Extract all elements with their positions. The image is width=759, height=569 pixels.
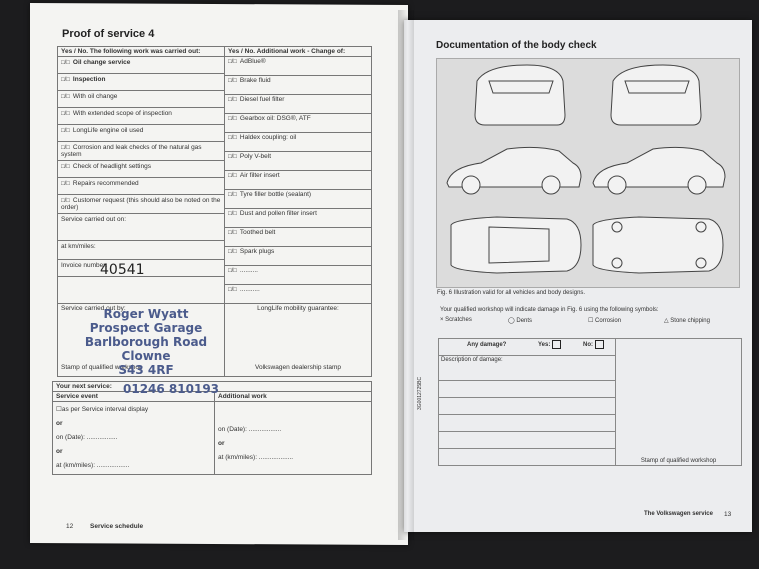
carried-out-by-label: Service carried out by: (61, 305, 126, 312)
service-event-label: Service event (53, 392, 215, 402)
longlife-label: LongLife mobility guarantee: (257, 305, 339, 312)
left-field-at-km: at km/miles: (58, 241, 224, 260)
garage-stamp (82, 307, 210, 377)
left-item[interactable]: □/□ Inspection (58, 74, 224, 91)
left-page-number: 12 (66, 523, 74, 530)
description-line[interactable] (439, 432, 616, 449)
stamp-line: Barlborough Road (84, 335, 208, 349)
longlife-cell (225, 304, 372, 377)
additional-work-cell[interactable]: on (Date): .................. or at (km/miles): ................... (215, 402, 372, 475)
right-item[interactable]: □/□ Spark plugs (225, 247, 372, 266)
proof-of-service-title: Proof of service 4 (62, 28, 155, 40)
stamp-line: Roger Wyatt (103, 307, 189, 321)
symbol-stone-chipping: △ Stone chipping (664, 318, 710, 324)
right-item[interactable]: □/□ Toothed belt (225, 228, 372, 247)
left-item[interactable]: □/□ Oil change service (58, 57, 224, 74)
additional-work-label: Additional work (215, 392, 372, 402)
left-item[interactable]: □/□ LongLife engine oil used (58, 125, 224, 142)
right-item[interactable]: □/□ Poly V-belt (225, 152, 372, 171)
next-service-cell: Your next service: 01246 810193 (53, 382, 372, 392)
damage-table (438, 338, 742, 466)
symbol-scratches: × Scratches (440, 317, 472, 323)
right-item[interactable]: □/□ Haldex coupling: oil (225, 133, 372, 152)
right-item[interactable]: □/□ Dust and pollen filter insert (225, 209, 372, 228)
right-item[interactable]: □/□ Diesel fuel filter (225, 95, 372, 114)
description-line[interactable] (439, 415, 616, 432)
km-handwritten: 40541 (100, 262, 145, 278)
head-right: Yes / No. Additional work - Change of: (225, 47, 372, 57)
right-item[interactable]: □/□ .......... (225, 266, 372, 285)
figure-caption: Fig. 6 Illustration valid for all vehicles and body designs. (437, 290, 586, 296)
description-line[interactable] (439, 398, 616, 415)
head-left: Yes / No. The following work was carried out: (58, 47, 225, 57)
stamp-line: Prospect Garage (89, 321, 203, 335)
stamp-qualified-label: Stamp of qualified workshop (61, 364, 143, 371)
description-line[interactable] (439, 381, 616, 398)
checkbox-icon[interactable]: ☐ (56, 406, 62, 413)
stamp-line: S43 4RF (118, 363, 174, 377)
right-item[interactable]: □/□ Air filter insert (225, 171, 372, 190)
right-item[interactable]: □/□ Gearbox oil: DSG®, ATF (225, 114, 372, 133)
symbol-corrosion: ☐ Corrosion (588, 318, 622, 324)
car-diagram (436, 58, 740, 288)
any-damage-cell: Any damage? Yes: No: (439, 339, 616, 356)
left-field-invoice: Invoice number: (58, 260, 224, 277)
stamp-line: Clowne (121, 349, 171, 363)
damage-instruction: Your qualified workshop will indicate damage in Fig. 6 using the following symbols: (440, 307, 659, 313)
symbol-dents: ◯ Dents (508, 318, 533, 324)
workshop-stamp-label: Stamp of qualified workshop (640, 458, 717, 464)
workshop-stamp-cell (616, 339, 742, 466)
left-item[interactable]: □/□ With extended scope of inspection (58, 108, 224, 125)
left-items (58, 57, 224, 277)
next-service-table (52, 381, 372, 475)
right-item[interactable]: □/□ ........... (225, 285, 372, 304)
side-code: 3G0012725BC (417, 376, 423, 410)
body-check-title: Documentation of the body check (436, 40, 597, 51)
left-item[interactable]: □/□ Customer request (this should also be noted on the order) (58, 195, 224, 214)
dealership-stamp-label: Volkswagen dealership stamp (255, 364, 341, 371)
left-field-service-carried-out-on: Service carried out on: (58, 214, 224, 241)
right-page-number: 13 (724, 511, 732, 518)
left-item[interactable]: □/□ Corrosion and leak checks of the natural gas system (58, 142, 224, 161)
left-item[interactable]: □/□ With oil change (58, 91, 224, 108)
right-footer: The Volkswagen service (644, 511, 713, 517)
right-item[interactable]: □/□ Tyre filler bottle (sealant) (225, 190, 372, 209)
no-checkbox[interactable] (595, 340, 604, 349)
left-item[interactable]: □/□ Repairs recommended (58, 178, 224, 195)
yes-checkbox[interactable] (552, 340, 561, 349)
description-cell[interactable]: Description of damage: (439, 356, 616, 381)
left-item[interactable]: □/□ Check of headlight settings (58, 161, 224, 178)
left-footer: Service schedule (90, 523, 144, 530)
right-item[interactable]: □/□ Brake fluid (225, 76, 372, 95)
book-gutter (398, 10, 414, 540)
description-line[interactable] (439, 449, 616, 466)
right-item[interactable]: □/□ AdBlue® (225, 57, 372, 76)
car-outline-icon (437, 59, 739, 287)
service-event-cell[interactable]: ☐as per Service interval display or on (Date): ................. or at (km/miles): .................. (53, 402, 215, 475)
stamp-phone: 01246 810193 (123, 382, 220, 396)
